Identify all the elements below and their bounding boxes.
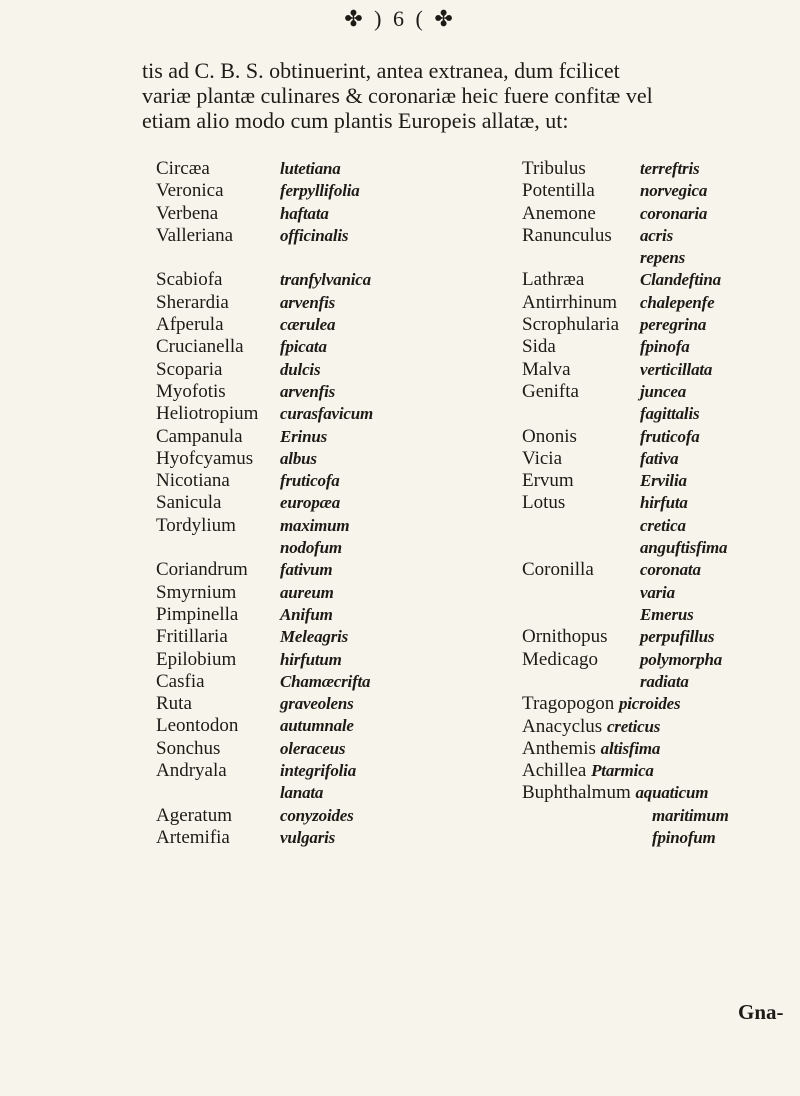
right-long-genus: Tragopogon xyxy=(522,693,619,715)
left-genus-entry: Coriandrum xyxy=(156,559,248,581)
right-species-entry: peregrina xyxy=(640,315,707,335)
left-genus-entry: Pimpinella xyxy=(156,603,239,625)
right-species-column xyxy=(640,158,790,693)
right-species-entry: coronata xyxy=(640,560,701,580)
left-genus-entry: Scoparia xyxy=(156,358,223,380)
right-long-entry xyxy=(522,782,708,805)
right-genus-entry: Vicia xyxy=(522,447,563,469)
left-species-entry: Chamæcrifta xyxy=(280,671,371,691)
right-long-species: picroides xyxy=(618,694,681,714)
right-genus-entry: Lathræa xyxy=(522,269,585,291)
right-species-entry: norvegica xyxy=(640,181,708,201)
right-genus-entry: Tribulus xyxy=(522,158,586,179)
right-long-species: fpinofum xyxy=(652,828,716,847)
right-genus-entry: Medicago xyxy=(522,648,598,670)
right-genus-entry: Genifta xyxy=(522,380,579,402)
right-long-species: maritimum xyxy=(652,805,729,825)
right-long-entry xyxy=(522,693,680,716)
left-genus-entry: Smyrnium xyxy=(156,581,237,603)
right-species-entry: Ervilia xyxy=(640,471,687,491)
left-genus-entry: Casfia xyxy=(156,670,205,692)
right-species-entry: radiata xyxy=(640,671,689,691)
right-long-genus: Buphthalmum xyxy=(522,782,636,804)
left-species-entry: integrifolia xyxy=(280,761,356,781)
right-species-entry: perpufillus xyxy=(640,627,715,647)
left-species-entry: fpicata xyxy=(280,337,327,357)
left-species-entry: graveolens xyxy=(280,694,354,714)
page-header: ✤ ) 6 ( ✤ xyxy=(344,6,456,31)
right-species-entry: repens xyxy=(640,248,686,268)
left-genus-entry: Veronica xyxy=(156,180,224,202)
left-species-entry: arvenfis xyxy=(280,381,336,401)
left-species-entry: autumnale xyxy=(280,716,354,736)
intro-line: etiam alio modo cum plantis Europeis allatæ, ut: xyxy=(142,108,569,133)
right-species-entry: Emerus xyxy=(640,604,694,624)
left-species-entry: ferpyllifolia xyxy=(280,181,360,201)
right-genus-entry: Scrophularia xyxy=(522,314,620,336)
catchword: Gna- xyxy=(738,1000,784,1024)
left-species-entry: europæa xyxy=(280,493,340,513)
right-long-genus: Achillea xyxy=(522,760,592,782)
left-genus-entry: Hyofcyamus xyxy=(156,447,254,469)
right-long-genus: Anthemis xyxy=(522,737,601,759)
right-genus-entry: Lotus xyxy=(522,492,566,514)
left-species-entry: lanata xyxy=(280,783,324,803)
left-genus-entry: Ageratum xyxy=(156,804,232,826)
right-species-entry: terreftris xyxy=(640,159,700,178)
left-species-entry: albus xyxy=(280,448,317,468)
right-species-entry: fativa xyxy=(640,448,679,468)
right-species-entry: acris xyxy=(640,225,674,245)
right-long-species: altisfima xyxy=(600,738,661,758)
left-species-entry: hirfutum xyxy=(280,649,342,669)
right-species-entry: juncea xyxy=(640,381,687,401)
intro-line: tis ad C. B. S. obtinuerint, antea extranea, dum fcilicet xyxy=(142,58,620,83)
left-species-entry: Meleagris xyxy=(280,627,349,647)
left-species-entry: officinalis xyxy=(280,225,349,245)
left-species-entry: fativum xyxy=(280,560,333,580)
left-genus-entry: Sherardia xyxy=(156,291,229,313)
right-species-entry: hirfuta xyxy=(640,493,688,513)
right-genus-entry: Antirrhinum xyxy=(522,291,617,313)
left-genus-entry: Artemifia xyxy=(156,826,230,848)
right-long-entry xyxy=(652,805,729,828)
right-genus-entry: Coronilla xyxy=(522,559,594,581)
right-species-entry: chalepenfe xyxy=(640,292,715,312)
left-species-entry: lutetiana xyxy=(280,159,341,178)
left-species-column xyxy=(280,158,460,849)
right-genus-entry: Sida xyxy=(522,336,556,358)
right-species-entry: fagittalis xyxy=(640,404,700,424)
right-species-entry: polymorpha xyxy=(640,649,723,669)
right-long-species: aquaticum xyxy=(635,783,709,803)
right-species-entry: fruticofa xyxy=(640,426,700,446)
left-species-entry: oleraceus xyxy=(280,738,346,758)
left-genus-entry: Sanicula xyxy=(156,492,222,514)
left-species-entry: dulcis xyxy=(280,359,321,379)
left-species-entry: curasfavicum xyxy=(280,404,373,424)
right-long-genus: Anacyclus xyxy=(522,715,607,737)
left-species-entry: arvenfis xyxy=(280,292,336,312)
right-species-entry: coronaria xyxy=(640,203,708,223)
right-species-entry: cretica xyxy=(640,515,686,535)
right-genus-entry: Ononis xyxy=(522,425,577,447)
right-genus-entry: Anemone xyxy=(522,202,596,224)
left-genus-entry: Heliotropium xyxy=(156,403,259,425)
left-species-entry: cærulea xyxy=(280,315,336,335)
left-genus-entry: Sonchus xyxy=(156,737,221,759)
right-genus-entry: Ornithopus xyxy=(522,626,608,648)
right-long-entry xyxy=(522,760,654,783)
left-species-entry: vulgaris xyxy=(280,827,336,847)
left-genus-entry: Afperula xyxy=(156,314,224,336)
left-species-entry: fruticofa xyxy=(280,471,340,491)
right-long-species: creticus xyxy=(606,716,661,736)
right-genus-entry: Potentilla xyxy=(522,180,595,202)
left-genus-entry: Scabiofa xyxy=(156,269,223,291)
left-species-entry: nodofum xyxy=(280,538,342,558)
intro-paragraph xyxy=(142,58,782,133)
left-genus-entry: Leontodon xyxy=(156,715,239,737)
left-genus-entry: Andryala xyxy=(156,760,227,782)
left-genus-entry: Verbena xyxy=(156,202,219,224)
left-genus-entry: Tordylium xyxy=(156,514,236,536)
right-species-entry: verticillata xyxy=(640,359,713,379)
left-species-entry: maximum xyxy=(280,515,350,535)
left-species-entry: Erinus xyxy=(280,426,328,446)
left-species-entry: Anifum xyxy=(280,604,333,624)
right-genus-entry: Malva xyxy=(522,358,571,380)
left-genus-entry: Myofotis xyxy=(156,380,226,402)
right-genus-entry: Ervum xyxy=(522,470,574,492)
right-species-entry: Clandeftina xyxy=(640,270,721,290)
left-genus-entry: Campanula xyxy=(156,425,243,447)
left-species-entry: conyzoides xyxy=(280,805,354,825)
right-species-entry: anguftisfima xyxy=(640,538,728,558)
left-species-entry: haftata xyxy=(280,203,329,223)
left-genus-entry: Valleriana xyxy=(156,224,234,246)
left-genus-entry: Fritillaria xyxy=(156,626,228,648)
right-long-species: Ptarmica xyxy=(591,761,654,781)
left-species-entry: aureum xyxy=(280,582,334,602)
left-species-entry: tranfylvanica xyxy=(280,270,371,290)
right-species-entry: varia xyxy=(640,582,675,602)
right-genus-entry: Ranunculus xyxy=(522,224,612,246)
left-species-entry xyxy=(280,247,460,269)
left-genus-entry: Circæa xyxy=(156,158,210,179)
intro-line: variæ plantæ culinares & coronariæ heic fuere confitæ vel xyxy=(142,83,653,108)
left-genus-entry: Crucianella xyxy=(156,336,244,358)
right-species-entry: fpinofa xyxy=(640,337,690,357)
left-genus-entry: Nicotiana xyxy=(156,470,230,492)
right-long-entry xyxy=(652,827,716,850)
left-genus-entry: Epilobium xyxy=(156,648,237,670)
right-long-entry xyxy=(522,716,660,739)
left-genus-entry: Ruta xyxy=(156,693,192,715)
right-long-entry xyxy=(522,738,660,761)
